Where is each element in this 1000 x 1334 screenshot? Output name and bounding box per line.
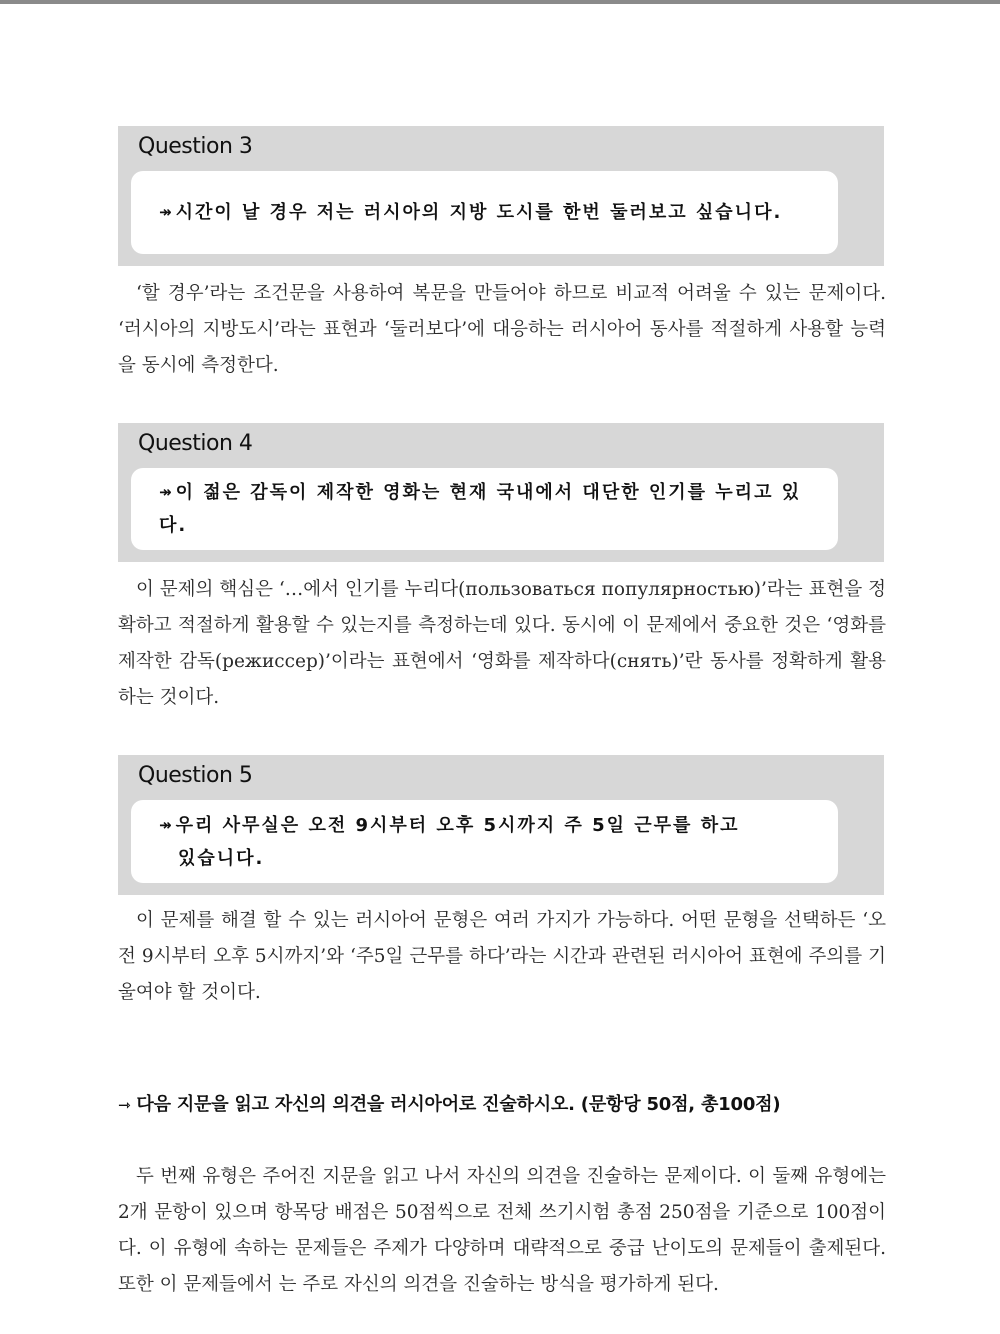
question-3-box	[118, 126, 884, 266]
question-5-sentence-line-1: ↠ 우리 사무실은 오전 9시부터 오후 5시까지 주 5일 근무를 하고	[159, 809, 739, 842]
question-4-box	[118, 423, 884, 562]
arrow-icon: ↠	[159, 815, 172, 834]
section-body: 두 번째 유형은 주어진 지문을 읽고 나서 자신의 의견을 진술하는 문제이다. 이 둘째 유형에는 2개 문항이 있으며 항목당 배점은 50점씩으로 전체 쓰기시험 총점 250점을 기준으로 100점이다. 이 유형에 속하는 문제들은 주제가 다양하며 대략적으로 중급 난이도의 문제들이 출제된다. 또한 이 문제들에서 는 주로 자신의 의견을 진술하는 방식을 평가하게 된다.	[118, 1166, 886, 1295]
question-4-explanation: 이 문제의 핵심은 ‘…에서 인기를 누리다(пользоваться популярностью)’라는 표현을 정확하고 적절하게 활용할 수 있는지를 측정하는데 있다. 동시에 이 문제에서 중요한 것은 ‘영화를 제작한 감독(режиссер)’이라는 표현에서 ‘영화를 제작하다(снять)’란 동사를 정확하게 활용하는 것이다.	[118, 579, 886, 708]
question-5-explanation: 이 문제를 해결 할 수 있는 러시아어 문형은 여러 가지가 가능하다. 어떤 문형을 선택하든 ‘오전 9시부터 오후 5시까지’와 ‘주5일 근무를 하다’라는 시간과 관련된 러시아어 표현에 주의를 기울여야 할 것이다.	[118, 910, 886, 1003]
section-heading	[118, 1090, 888, 1116]
question-3-label: Question 3	[138, 134, 253, 159]
arrow-icon: ↠	[159, 203, 172, 221]
question-4-label: Question 4	[138, 431, 253, 456]
question-5-label: Question 5	[138, 763, 253, 788]
section-heading-text: 다음 지문을 읽고 자신의 의견을 러시아어로 진술하시오. (문항당 50점, 총100점)	[136, 1094, 781, 1115]
question-3-explanation: ‘할 경우’라는 조건문을 사용하여 복문을 만들어야 하므로 비교적 어려울 수 있는 문제이다. ‘러시아의 지방도시’라는 표현과 ‘둘러보다’에 대응하는 러시아어 동사를 적절하게 사용할 능력을 동시에 측정한다.	[118, 283, 886, 376]
arrow-icon: ↠	[159, 483, 172, 501]
top-rule	[0, 0, 1000, 4]
diamond-arrow-icon: ⇾	[118, 1096, 131, 1114]
question-5-box	[118, 755, 884, 895]
question-3-sentence-box	[131, 171, 838, 254]
question-5-sentence-box	[131, 800, 838, 883]
question-3-sentence: ↠ 시간이 날 경우 저는 러시아의 지방 도시를 한번 둘러보고 싶습니다.	[159, 196, 782, 229]
question-4-sentence-box	[131, 468, 838, 550]
question-4-sentence: ↠ 이 젊은 감독이 제작한 영화는 현재 국내에서 대단한 인기를 누리고 있다.	[159, 476, 822, 542]
question-5-sentence-line-2: 있습니다.	[178, 847, 265, 869]
